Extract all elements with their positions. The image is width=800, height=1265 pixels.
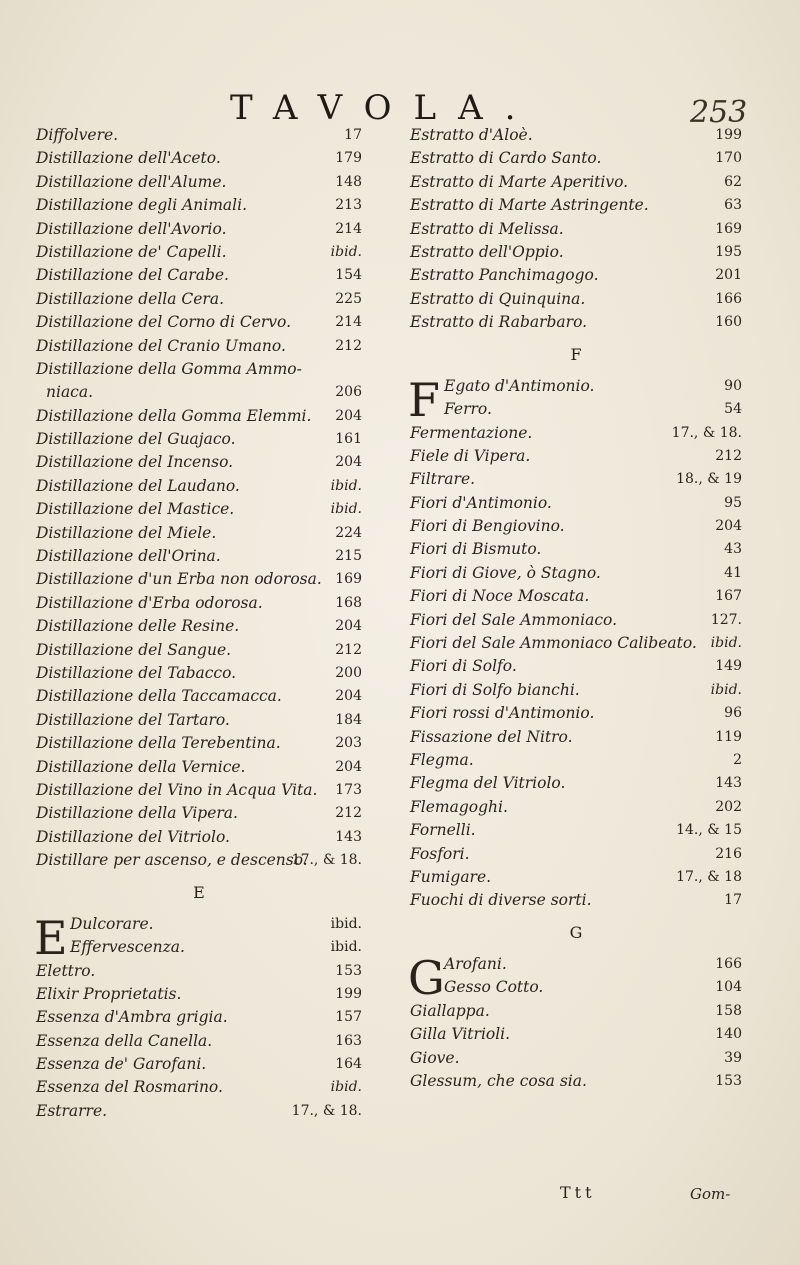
- entry-page: 168: [335, 594, 362, 611]
- entry-page: 202: [715, 798, 742, 815]
- index-entry: [36, 826, 362, 849]
- index-entry: [410, 445, 742, 468]
- entry-page: 167: [715, 588, 742, 605]
- entry-page: 204: [335, 454, 362, 471]
- index-entry: [36, 1053, 362, 1076]
- entry-title: Fuochi di diverse sorti.: [410, 891, 592, 910]
- right-f-entries: [410, 422, 742, 913]
- index-entry: [410, 194, 742, 217]
- section-heading-f: F: [570, 344, 582, 364]
- index-entry: [36, 849, 362, 872]
- entry-title: Fiori di Solfo.: [410, 657, 517, 676]
- entry-page: 204: [335, 618, 362, 635]
- index-entry: [36, 381, 362, 404]
- entry-title: Distillazione della Terebentina.: [36, 734, 281, 753]
- entry-page: 154: [335, 267, 362, 284]
- index-entry: [36, 194, 362, 217]
- entry-page: ibid.: [330, 243, 362, 260]
- index-entry: [36, 779, 362, 802]
- index-entry: [410, 866, 742, 889]
- index-entry: [410, 726, 742, 749]
- index-entry: [36, 960, 362, 983]
- index-entry: [36, 568, 362, 591]
- entry-title: Distillazione delle Resine.: [36, 617, 240, 636]
- entry-title: Flegma del Vitriolo.: [410, 774, 566, 793]
- index-entry: [410, 1047, 742, 1070]
- index-entry: [410, 585, 742, 608]
- entry-page: 17., & 18.: [671, 424, 742, 441]
- entry-page: 212: [715, 447, 742, 464]
- index-entry: [36, 522, 362, 545]
- index-entry: [36, 545, 362, 568]
- entry-page: 153: [335, 962, 362, 979]
- entry-page: 212: [335, 337, 362, 354]
- drop-cap-entry-g: [408, 950, 742, 1005]
- entry-title: Fosfori.: [410, 844, 470, 863]
- index-entry: [36, 1100, 362, 1123]
- index-entry: [36, 451, 362, 474]
- entry-title: Distillazione della Cera.: [36, 289, 225, 308]
- entry-title: Gesso Cotto.: [444, 978, 544, 997]
- entry-page: 63: [724, 197, 742, 214]
- right-column: [410, 124, 742, 1093]
- index-entry: [36, 802, 362, 825]
- entry-page: ibid.: [330, 501, 362, 518]
- index-entry: [410, 468, 742, 491]
- index-entry: [410, 288, 742, 311]
- entry-page: 214: [335, 220, 362, 237]
- entry-page: 224: [335, 524, 362, 541]
- entry-page: 90: [724, 377, 742, 394]
- entry-page: 149: [715, 658, 742, 675]
- entry-page: 14., & 15: [676, 822, 742, 839]
- left-column: [36, 124, 362, 1123]
- entry-title: Glessum, che cosa sia.: [410, 1071, 587, 1090]
- entry-title: Fermentazione.: [410, 423, 533, 442]
- entry-page: 17., & 18: [676, 868, 742, 885]
- entry-title: Distillazione della Vipera.: [36, 804, 238, 823]
- entry-title: Essenza del Rosmarino.: [36, 1078, 223, 1097]
- entry-title: Diffolvere.: [36, 126, 119, 144]
- entry-title: Estratto di Marte Astringente.: [410, 196, 649, 215]
- entry-title: Gilla Vitrioli.: [410, 1025, 511, 1044]
- entry-title: Distillazione del Tabacco.: [36, 663, 237, 682]
- entry-title: Distillazione della Gomma Ammo-: [36, 359, 302, 378]
- index-entry: [410, 515, 742, 538]
- entry-title: Fiori di Solfo bianchi.: [410, 680, 580, 699]
- index-entry: [36, 592, 362, 615]
- entry-title: Dulcorare.: [70, 914, 154, 933]
- drop-cap-letter: E: [34, 910, 68, 965]
- entry-title: Distillazione del Carabe.: [36, 266, 229, 285]
- entry-title: Fiori del Sale Ammoniaco Calibeato.: [410, 634, 697, 653]
- entry-page: 225: [335, 290, 362, 307]
- index-entry: [410, 1023, 742, 1046]
- entry-page: 157: [335, 1009, 362, 1026]
- entry-page: 215: [335, 548, 362, 565]
- index-entry: [36, 218, 362, 241]
- index-entry: [410, 796, 742, 819]
- entry-page: 160: [715, 314, 742, 331]
- entry-title: Distillazione dell'Alume.: [36, 172, 227, 191]
- entry-page: 62: [724, 173, 742, 190]
- entry-title: Distillazione del Vitriolo.: [36, 827, 230, 846]
- entry-page: 17: [724, 892, 742, 909]
- index-entry: [410, 749, 742, 772]
- entry-page: 166: [715, 290, 742, 307]
- entry-title: Effervescenza.: [70, 937, 185, 956]
- entry-page: 216: [715, 845, 742, 862]
- entry-page: 173: [335, 781, 362, 798]
- index-entry: [36, 732, 362, 755]
- entry-title: Distillazione dell'Orina.: [36, 547, 221, 566]
- entry-title: Elettro.: [36, 961, 96, 980]
- entry-page: 195: [715, 243, 742, 260]
- index-entry: [410, 702, 742, 725]
- entry-page: 161: [335, 431, 362, 448]
- entry-page: 204: [335, 407, 362, 424]
- index-entry: [410, 679, 742, 702]
- right-g-entries: [410, 1000, 742, 1094]
- entry-title: Estrarre.: [36, 1101, 108, 1120]
- entry-page: 204: [715, 518, 742, 535]
- entry-title: Flegma.: [410, 750, 474, 769]
- index-entry: [36, 1006, 362, 1029]
- page-number: 253: [690, 95, 748, 130]
- entry-title: Distillazione della Gomma Elemmi.: [36, 406, 312, 425]
- index-entry: [410, 889, 742, 912]
- entry-page: 127.: [710, 611, 742, 628]
- entry-title: Distillazione del Sangue.: [36, 640, 232, 659]
- drop-cap-letter: F: [408, 372, 440, 427]
- entry-page: 43: [724, 541, 742, 558]
- entry-page: 169: [335, 571, 362, 588]
- entry-page: 143: [715, 775, 742, 792]
- entry-page: ibid.: [330, 938, 362, 955]
- index-entry: [36, 498, 362, 521]
- entry-title: Distillazione del Guajaco.: [36, 430, 236, 449]
- entry-title: Fissazione del Nitro.: [410, 727, 573, 746]
- index-entry: [36, 662, 362, 685]
- entry-title: Distillazione d'Erba odorosa.: [36, 593, 263, 612]
- entry-title: Distillazione del Corno di Cervo.: [36, 313, 292, 332]
- entry-page: 2: [733, 751, 742, 768]
- index-entry: [36, 124, 362, 147]
- index-entry: [410, 655, 742, 678]
- entry-page: ibid.: [330, 915, 362, 932]
- entry-page: 206: [335, 384, 362, 401]
- entry-title: Giallappa.: [410, 1001, 490, 1020]
- entry-title: Distillazione del Cranio Umano.: [36, 336, 286, 355]
- entry-title: Distillazione della Taccamacca.: [36, 687, 282, 706]
- entry-title: Ferro.: [444, 399, 492, 418]
- entry-page: 140: [715, 1026, 742, 1043]
- index-entry: [410, 609, 742, 632]
- entry-title: Fiori di Bismuto.: [410, 540, 542, 559]
- entry-title: Distillazione del Miele.: [36, 523, 217, 542]
- entry-page: 212: [335, 641, 362, 658]
- index-entry: [36, 358, 362, 381]
- entry-page: 17., & 18.: [291, 1102, 362, 1119]
- entry-title: Distillazione de' Capelli.: [36, 242, 227, 261]
- entry-page: 204: [335, 688, 362, 705]
- entry-title: Elixir Proprietatis.: [36, 984, 182, 1003]
- entry-page: 199: [715, 127, 742, 143]
- entry-page: 214: [335, 314, 362, 331]
- entry-title: Essenza de' Garofani.: [36, 1055, 207, 1074]
- running-header: TAVOLA.: [230, 88, 538, 128]
- entry-page: 170: [715, 150, 742, 167]
- entry-title: Fiori di Noce Moscata.: [410, 587, 590, 606]
- entry-page: ibid.: [330, 477, 362, 494]
- entry-title: Fiori di Giove, ò Stagno.: [410, 563, 601, 582]
- entry-title: Distillazione dell'Avorio.: [36, 219, 227, 238]
- index-entry: [410, 562, 742, 585]
- index-entry: [36, 264, 362, 287]
- entry-title: Flemagoghi.: [410, 797, 508, 816]
- entry-title: Distillazione dell'Aceto.: [36, 149, 221, 168]
- index-entry: [410, 264, 742, 287]
- index-entry: [410, 772, 742, 795]
- entry-page: ibid.: [710, 635, 742, 652]
- entry-page: 17: [344, 127, 362, 143]
- entry-page: 169: [715, 220, 742, 237]
- entry-title: Estratto di Cardo Santo.: [410, 149, 602, 168]
- index-entry: [410, 843, 742, 866]
- entry-title: Distillazione degli Animali.: [36, 196, 247, 215]
- entry-title: Giove.: [410, 1048, 460, 1067]
- index-entry: [36, 639, 362, 662]
- entry-title: niaca.: [46, 383, 94, 402]
- section-heading-g: G: [569, 922, 583, 942]
- drop-cap-entry-e: [34, 910, 362, 965]
- drop-cap-letter: G: [408, 950, 445, 1005]
- index-entry: [36, 983, 362, 1006]
- index-entry: [410, 218, 742, 241]
- index-entry: [36, 428, 362, 451]
- entry-title: Distillazione del Vino in Acqua Vita.: [36, 780, 318, 799]
- entry-page: 148: [335, 173, 362, 190]
- entry-page: 95: [724, 494, 742, 511]
- entry-title: Arofani.: [444, 954, 507, 973]
- entry-page: 184: [335, 711, 362, 728]
- entry-title: Distillazione della Vernice.: [36, 757, 246, 776]
- entry-page: 200: [335, 664, 362, 681]
- entry-page: 213: [335, 197, 362, 214]
- index-entry: [36, 756, 362, 779]
- index-entry: [36, 615, 362, 638]
- index-entry: [36, 147, 362, 170]
- entry-page: 96: [724, 705, 742, 722]
- entry-title: Fiele di Vipera.: [410, 446, 531, 465]
- entry-page: 41: [724, 564, 742, 581]
- signature-mark: Ttt: [560, 1183, 596, 1202]
- entry-page: 164: [335, 1056, 362, 1073]
- entry-title: Distillazione del Tartaro.: [36, 710, 230, 729]
- catchword: Gom-: [690, 1185, 731, 1203]
- index-entry: [36, 709, 362, 732]
- index-entry: [410, 1000, 742, 1023]
- entry-page: 166: [715, 955, 742, 972]
- entry-title: Distillazione del Laudano.: [36, 476, 240, 495]
- entry-page: 201: [715, 267, 742, 284]
- entry-title: Fiori rossi d'Antimonio.: [410, 704, 595, 723]
- entry-title: Fiori del Sale Ammoniaco.: [410, 610, 618, 629]
- entry-title: Estratto dell'Oppio.: [410, 242, 564, 261]
- index-entry: [410, 147, 742, 170]
- entry-title: Distillazione del Incenso.: [36, 453, 234, 472]
- entry-page: 17., & 18.: [291, 852, 362, 869]
- index-entry: [36, 288, 362, 311]
- entry-title: Fornelli.: [410, 821, 476, 840]
- entry-title: Essenza d'Ambra grigia.: [36, 1008, 228, 1027]
- entry-page: ibid.: [330, 1079, 362, 1096]
- entry-title: Filtrare.: [410, 470, 476, 489]
- index-entry: [410, 124, 742, 147]
- entry-title: Distillazione del Mastice.: [36, 500, 235, 519]
- entry-title: Estratto Panchimagogo.: [410, 266, 599, 285]
- index-entry: [410, 538, 742, 561]
- index-entry: [410, 241, 742, 264]
- index-entry: [410, 311, 742, 334]
- index-entry: [410, 492, 742, 515]
- index-entry: [410, 171, 742, 194]
- index-entry: [410, 632, 742, 655]
- entry-page: 39: [724, 1049, 742, 1066]
- index-entry: [36, 405, 362, 428]
- index-entry: [36, 685, 362, 708]
- entry-page: 163: [335, 1032, 362, 1049]
- entry-page: 119: [715, 728, 742, 745]
- entry-page: 18., & 19: [676, 471, 742, 488]
- entry-page: 199: [335, 985, 362, 1002]
- index-entry: [410, 422, 742, 445]
- index-entry: [36, 475, 362, 498]
- entry-page: 54: [724, 400, 742, 417]
- entry-title: Distillare per ascenso, e descenso.: [36, 851, 308, 870]
- entry-title: Estratto di Marte Aperitivo.: [410, 172, 629, 191]
- index-entry: [36, 1076, 362, 1099]
- right-e-entries: [410, 124, 742, 335]
- entry-title: Estratto di Melissa.: [410, 219, 564, 238]
- entry-title: Fiori d'Antimonio.: [410, 493, 552, 512]
- entry-title: Estratto d'Aloè.: [410, 126, 533, 144]
- entry-page: 203: [335, 735, 362, 752]
- left-d-entries: [36, 124, 362, 873]
- entry-title: Estratto di Rabarbaro.: [410, 313, 588, 332]
- entry-page: 143: [335, 828, 362, 845]
- index-entry: [410, 819, 742, 842]
- index-entry: [36, 311, 362, 334]
- drop-cap-entry-f: [408, 372, 742, 427]
- section-heading-e: E: [193, 882, 205, 902]
- index-entry: [36, 241, 362, 264]
- entry-title: Essenza della Canella.: [36, 1031, 213, 1050]
- entry-page: 104: [715, 979, 742, 996]
- entry-page: 204: [335, 758, 362, 775]
- index-entry: [36, 335, 362, 358]
- index-entry: [36, 171, 362, 194]
- entry-title: Estratto di Quinquina.: [410, 289, 586, 308]
- entry-title: Egato d'Antimonio.: [444, 376, 595, 395]
- entry-title: Fumigare.: [410, 867, 492, 886]
- entry-page: ibid.: [710, 681, 742, 698]
- entry-page: 153: [715, 1072, 742, 1089]
- index-entry: [410, 1070, 742, 1093]
- entry-page: 212: [335, 805, 362, 822]
- entry-page: 179: [335, 150, 362, 167]
- entry-title: Fiori di Bengiovino.: [410, 517, 565, 536]
- index-entry: [36, 1030, 362, 1053]
- entry-title: Distillazione d'un Erba non odorosa.: [36, 570, 322, 589]
- left-e-entries: [36, 960, 362, 1124]
- entry-page: 158: [715, 1002, 742, 1019]
